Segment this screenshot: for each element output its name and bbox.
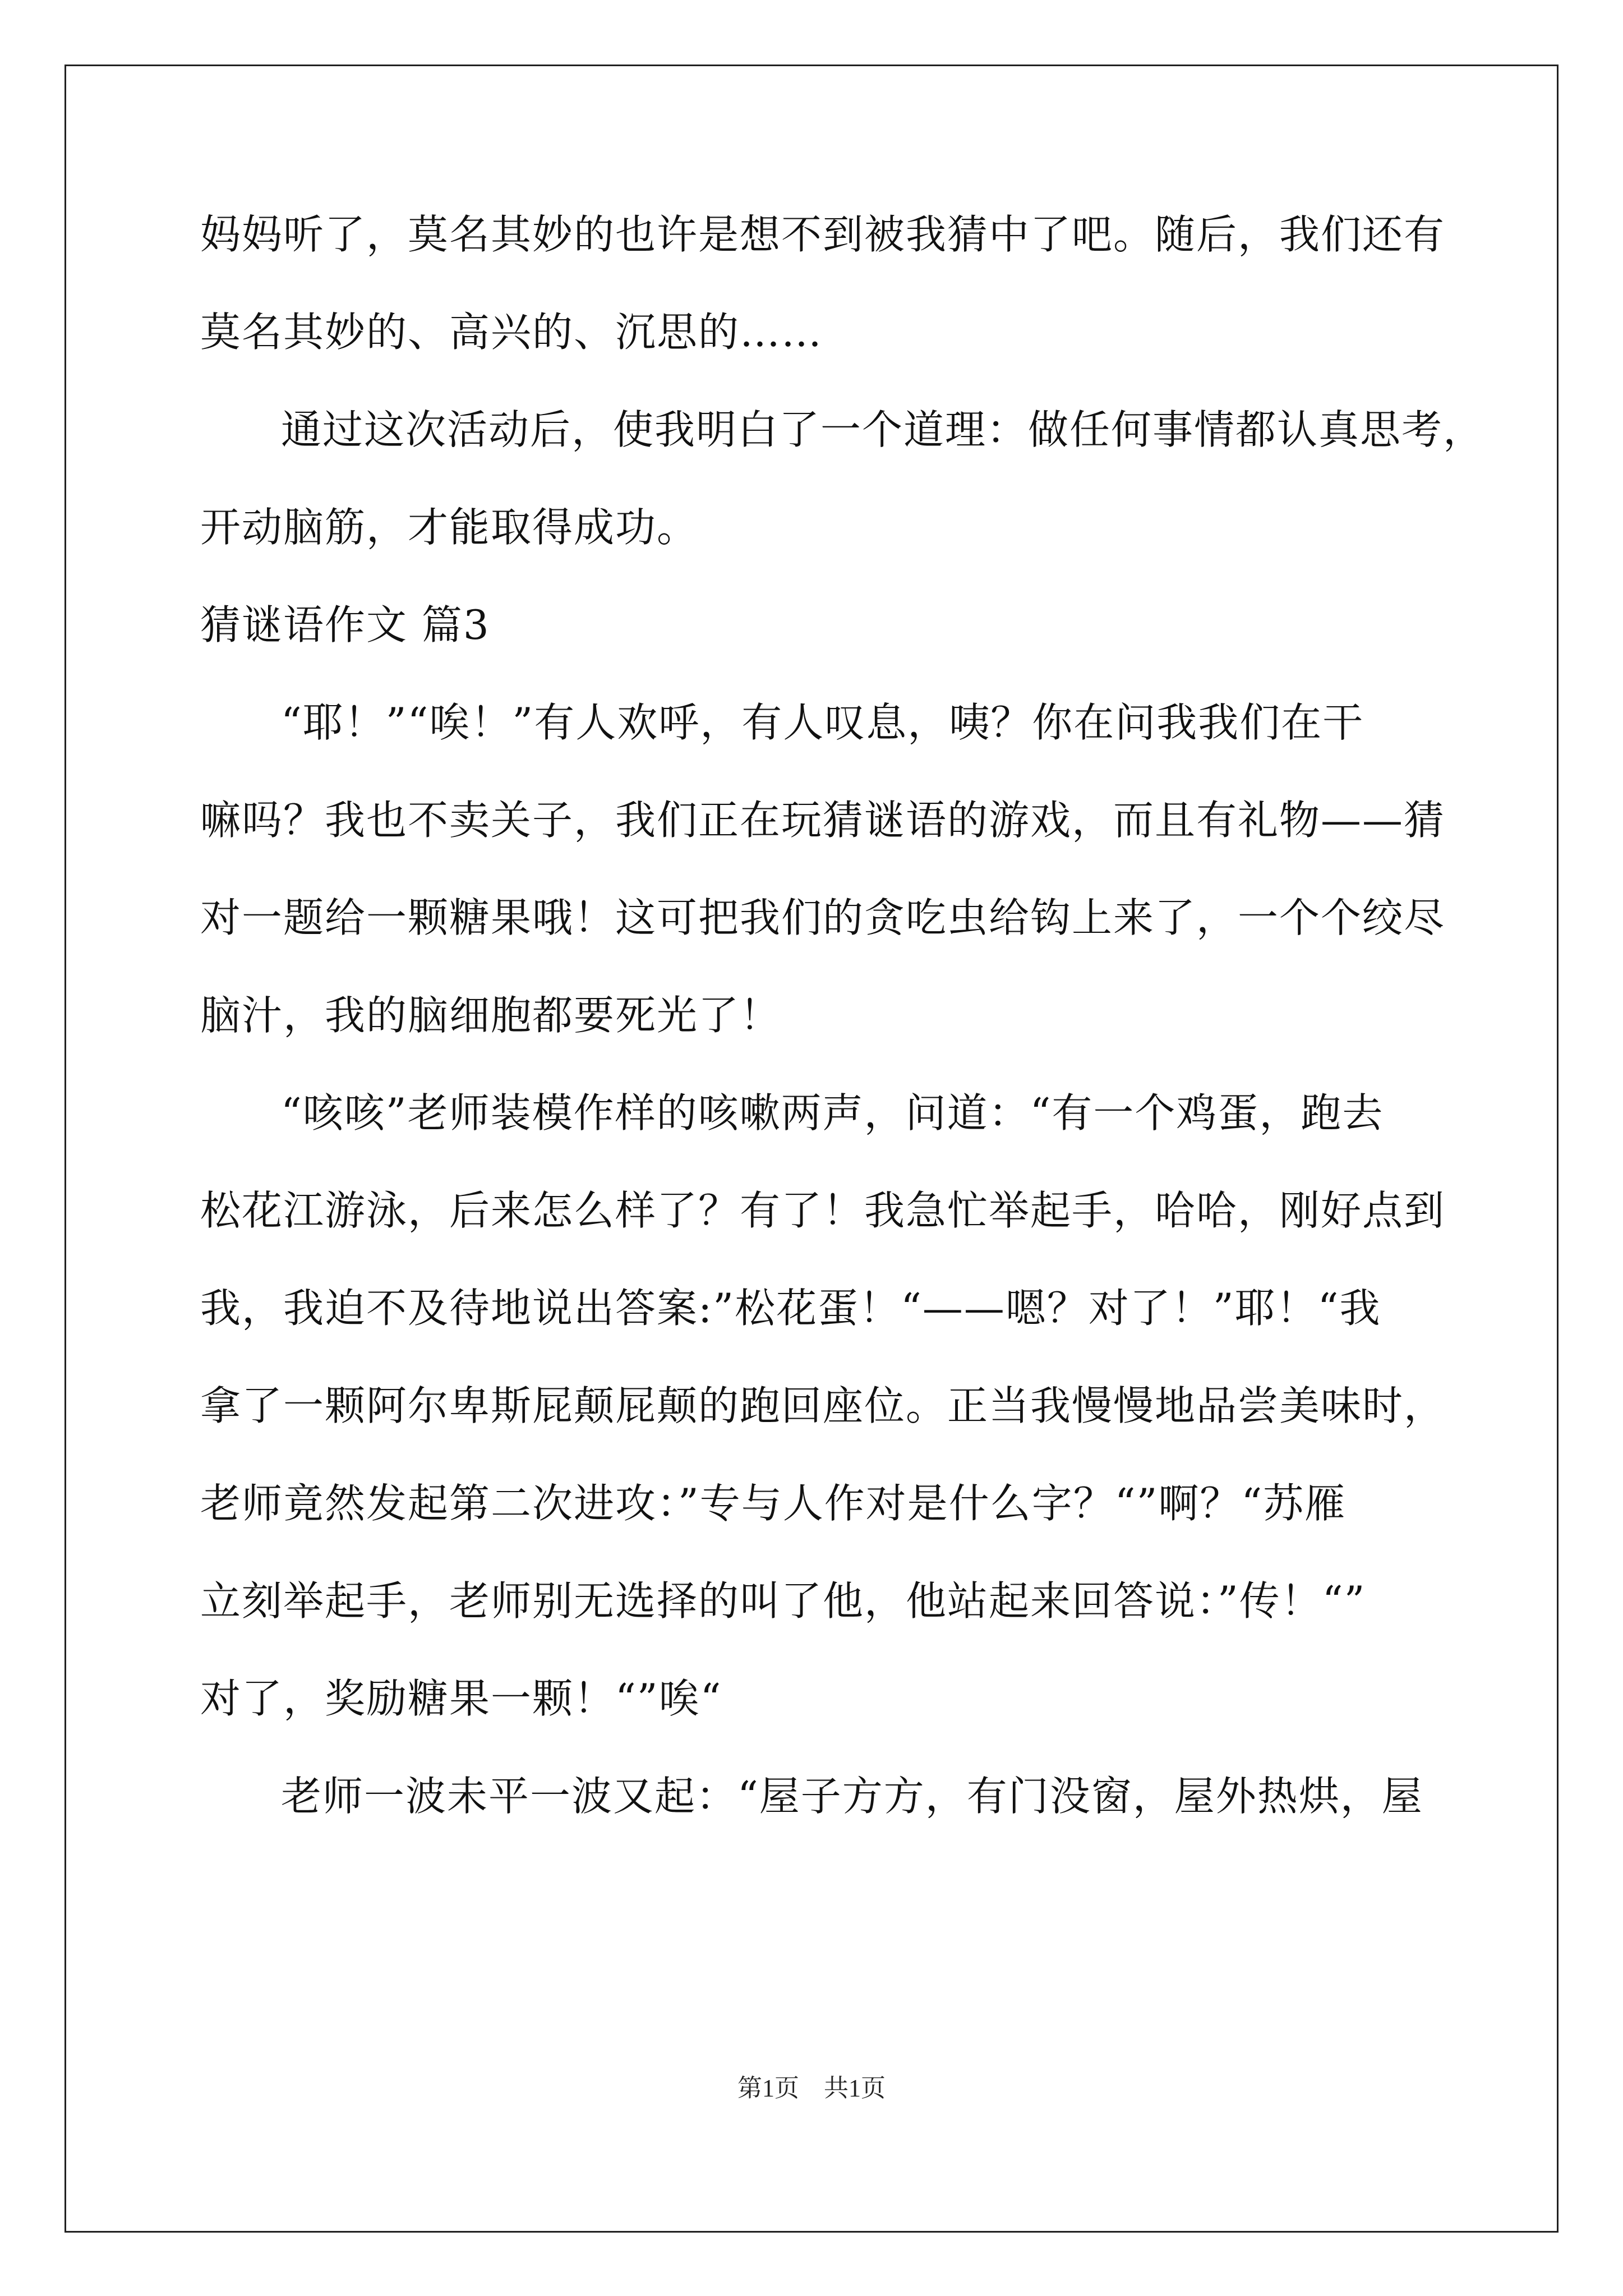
section-heading: 猜谜语作文 篇3: [200, 601, 490, 648]
paragraph-line: 松花江游泳，后来怎么样了？有了！我急忙举起手，哈哈，刚好点到: [200, 1187, 1446, 1234]
paragraph-line: 妈妈听了，莫名其妙的也许是想不到被我猜中了吧。随后，我们还有: [200, 211, 1446, 258]
paragraph-line: 老师一波未平一波又起：“屋子方方，有门没窗，屋外热烘，屋: [281, 1773, 1423, 1820]
paragraph-line: 脑汁，我的脑细胞都要死光了！: [200, 992, 782, 1039]
paragraph-line: 莫名其妙的、高兴的、沉思的……: [200, 309, 823, 356]
paragraph-line: 立刻举起手，老师别无选择的叫了他，他站起来回答说：”传！“”: [200, 1577, 1366, 1625]
paragraph-line: 通过这次活动后，使我明白了一个道理：做任何事情都认真思考，: [281, 406, 1485, 453]
document-body: [200, 208, 1485, 1823]
paragraph-line: “咳咳”老师装模作样的咳嗽两声，问道：“有一个鸡蛋，跑去: [281, 1089, 1384, 1137]
paragraph-line: 嘛吗？我也不卖关子，我们正在玩猜谜语的游戏，而且有礼物——猜: [200, 797, 1446, 844]
paragraph-line: 拿了一颗阿尔卑斯屁颠屁颠的跑回座位。正当我慢慢地品尝美味时，: [200, 1382, 1446, 1429]
paragraph-line: 我，我迫不及待地说出答案:”松花蛋！“——嗯？对了！”耶！“我: [200, 1285, 1381, 1332]
paragraph-line: 老师竟然发起第二次进攻：”专与人作对是什么字？“”啊？“苏雁: [200, 1480, 1347, 1527]
paragraph-line: 对一题给一颗糖果哦！这可把我们的贪吃虫给钩上来了，一个个绞尽: [200, 894, 1446, 941]
paragraph-line: “耶！”“唉！”有人欢呼，有人叹息，咦？你在问我我们在干: [281, 699, 1364, 746]
paragraph-line: 开动脑筋，才能取得成功。: [200, 504, 699, 551]
page-number: 第1页 共1页: [737, 2074, 886, 2102]
paragraph-line: 对了，奖励糖果一颗！“”唉“: [200, 1675, 722, 1722]
